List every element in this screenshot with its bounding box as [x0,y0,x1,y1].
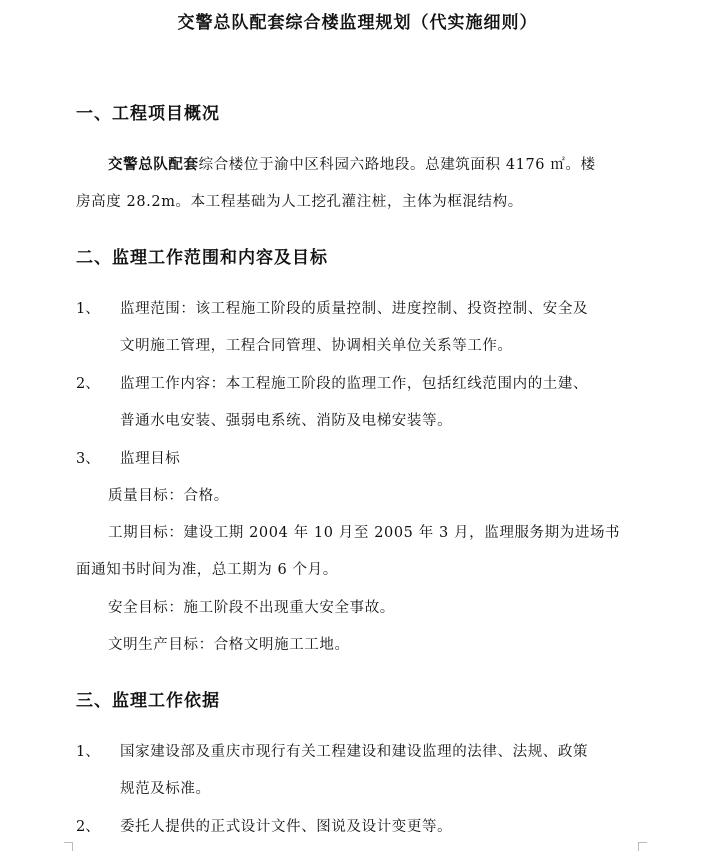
section3-item2-number: 2、 [76,819,100,835]
goal-schedule-line1: 工期目标：建设工期 2004 年 10 月至 2005 年 3 月，监理服务期为进场书 [108,525,621,541]
goal-schedule-line2: 面通知书时间为准，总工期为 6 个月。 [76,562,338,578]
section2-item1-number: 1、 [76,301,100,317]
section3-item1-line1: 国家建设部及重庆市现行有关工程建设和建设监理的法律、法规、政策 [120,744,589,760]
section1-paragraph-line2: 房高度 28.2m。本工程基础为人工挖孔灌注桩，主体为框混结构。 [76,194,523,210]
goal-quality: 质量目标：合格。 [108,488,229,504]
section2-item1-line1: 监理范围：该工程施工阶段的质量控制、进度控制、投资控制、安全及 [120,301,589,317]
page-corner-mark-left [64,842,73,851]
section2-item2-line2: 普通水电安装、强弱电系统、消防及电梯安装等。 [120,413,453,429]
section2-item3-line1: 监理目标 [120,451,181,467]
section1-heading: 一、工程项目概况 [76,104,220,124]
section2-heading: 二、监理工作范围和内容及目标 [76,248,328,268]
project-name: 交警总队配套 [108,156,199,173]
section2-item2-line1: 监理工作内容：本工程施工阶段的监理工作，包括红线范围内的土建、 [120,376,589,392]
section2-item1-line2: 文明施工管理，工程合同管理、协调相关单位关系等工作。 [120,338,513,354]
section1-paragraph-line1-text: 综合楼位于渝中区科园六路地段。总建筑面积 4176 ㎡。楼 [198,157,596,173]
goal-safety: 安全目标：施工阶段不出现重大安全事故。 [108,600,395,616]
page-corner-mark-right [638,842,647,851]
section3-item2-line1: 委托人提供的正式设计文件、图说及设计变更等。 [120,819,453,835]
section3-heading: 三、监理工作依据 [76,691,220,711]
section2-item3-number: 3、 [76,451,100,467]
document-title: 交警总队配套综合楼监理规划（代实施细则） [177,13,538,33]
section3-item1-number: 1、 [76,744,100,760]
section3-item1-line2: 规范及标准。 [120,781,211,797]
section2-item2-number: 2、 [76,376,100,392]
section1-paragraph-line1 [108,153,596,174]
goal-civilized: 文明生产目标：合格文明施工工地。 [108,637,350,653]
